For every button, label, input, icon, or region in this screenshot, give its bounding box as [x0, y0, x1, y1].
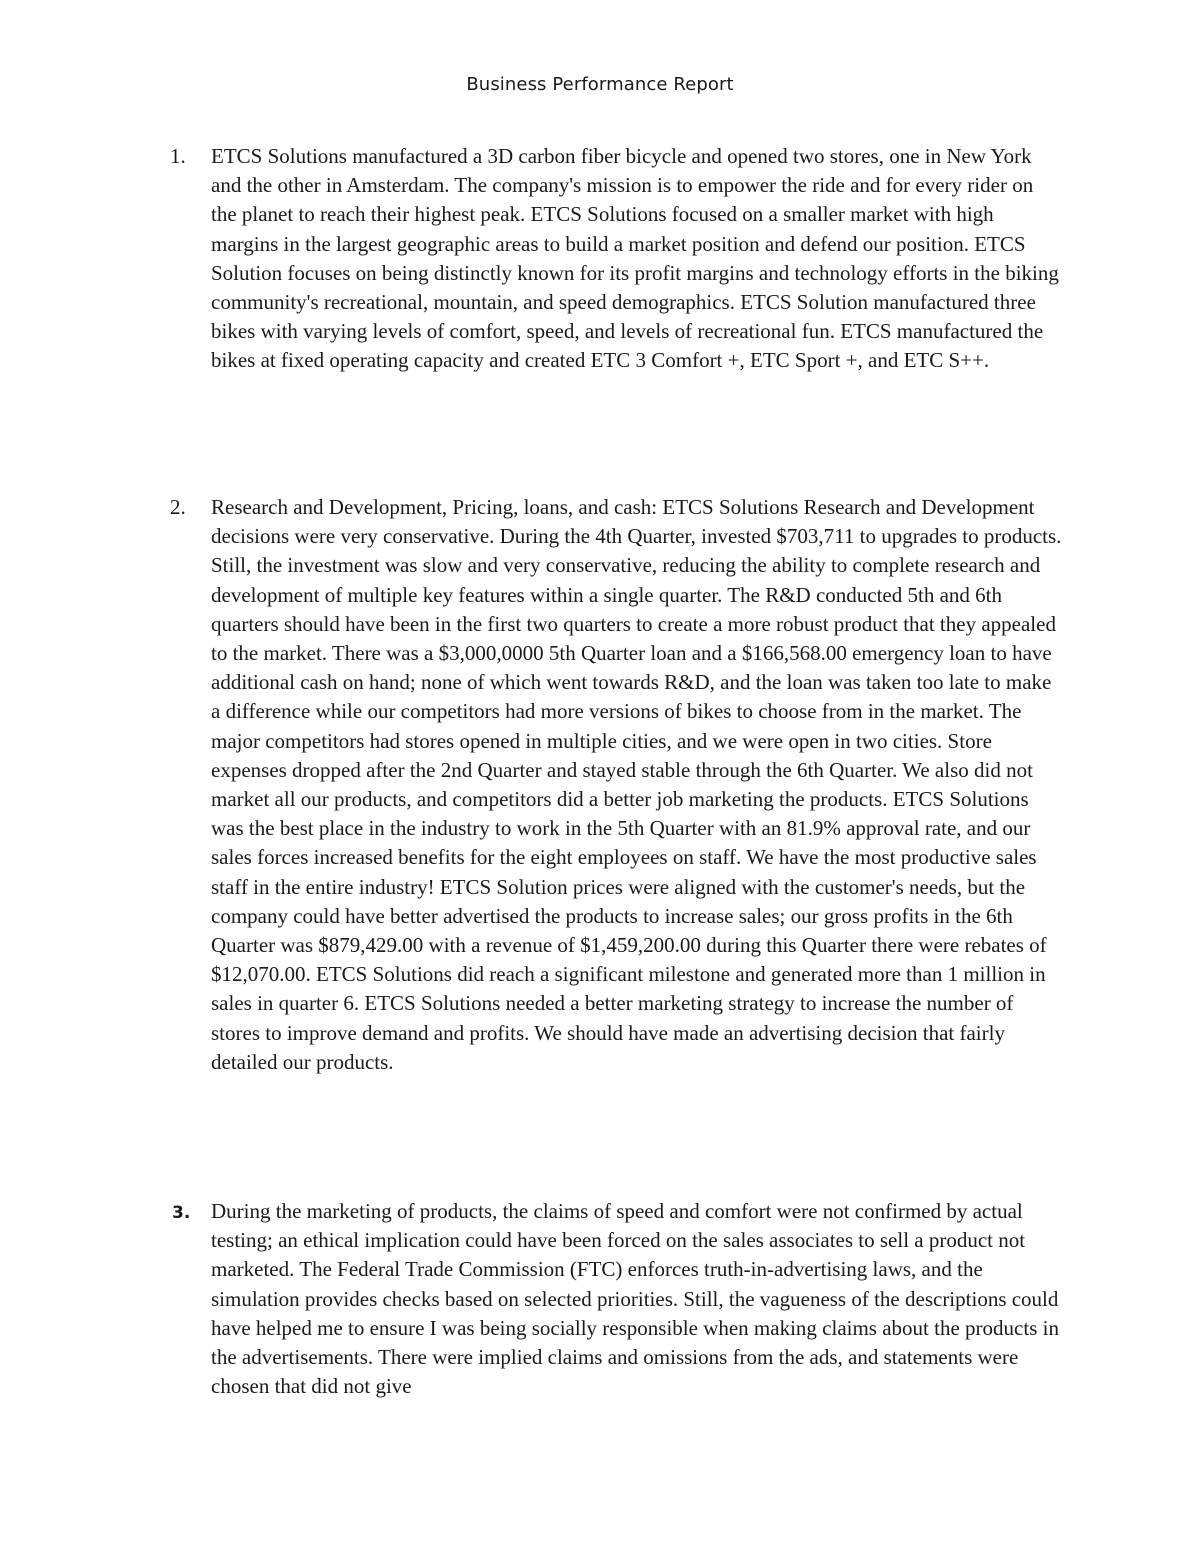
list-item-text: ETCS Solutions manufactured a 3D carbon fiber bicycle and opened two stores, one in New York and the other in Amsterdam. The company's mission is to empower the ride and for every rider on the planet to reach their highest peak. ETCS Solutions focused on a smaller market with high margins in the largest geographic areas to build a market position and defend our position. ETCS Solution focuses on being distinctly known for its profit margins and technology efforts in the biking community's recreational, mountain, and speed demographics. ETCS Solution manufactured three bikes with varying levels of comfort, speed, and levels of recreational fun. ETCS manufactured the bikes at fixed operating capacity and created ETC 3 Comfort +, ETC Sport +, and ETC S++. [211, 144, 1059, 373]
list-item-text: During the marketing of products, the claims of speed and comfort were not confirmed by actual testing; an ethical implication could have been forced on the sales associates to sell a product not marketed. The Federal Trade Commission (FTC) enforces truth-in-advertising laws, and the simulation provides checks based on selected priorities. Still, the vagueness of the descriptions could have helped me to ensure I was being socially responsible when making claims about the products in the advertisements. There were implied claims and omissions from the ads, and statements were chosen that did not give [211, 1199, 1059, 1399]
list-item-number: 2. [170, 495, 186, 519]
document-title: Business Performance Report [466, 74, 734, 95]
list-item-text: Research and Development, Pricing, loans, and cash: ETCS Solutions Research and Development decisions were very conservative. During the 4th Quarter, invested $703,711 to upgrades to products. Still, the investment was slow and very conservative, reducing the ability to complete research and development of multiple key features within a single quarter. The R&D conducted 5th and 6th quarters should have been in the first two quarters to create a more robust product that they appealed to the market. There was a $3,000,0000 5th Quarter loan and a $166,568.00 emergency loan to have additional cash on hand; none of which went towards R&D, and the loan was taken too late to make a difference while our competitors had more versions of bikes to choose from in the market. The major competitors had stores opened in multiple cities, and we were open in two cities. Store expenses dropped after the 2nd Quarter and stayed stable through the 6th Quarter. We also did not market all our products, and competitors did a better job marketing the products. ETCS Solutions was the best place in the industry to work in the 5th Quarter with an 81.9% approval rate, and our sales forces increased benefits for the eight employees on staff. We have the most productive sales staff in the entire industry! ETCS Solution prices were aligned with the customer's needs, but the company could have better advertised the products to increase sales; our gross profits in the 6th Quarter was $879,429.00 with a revenue of $1,459,200.00 during this Quarter there were rebates of $12,070.00. ETCS Solutions did reach a significant milestone and generated more than 1 million in sales in quarter 6. ETCS Solutions needed a better marketing strategy to increase the number of stores to improve demand and profits. We should have made an advertising decision that fairly detailed our products. [211, 495, 1062, 1074]
list-item-number: 3. [172, 1203, 191, 1223]
list-item-number: 1. [170, 144, 186, 168]
